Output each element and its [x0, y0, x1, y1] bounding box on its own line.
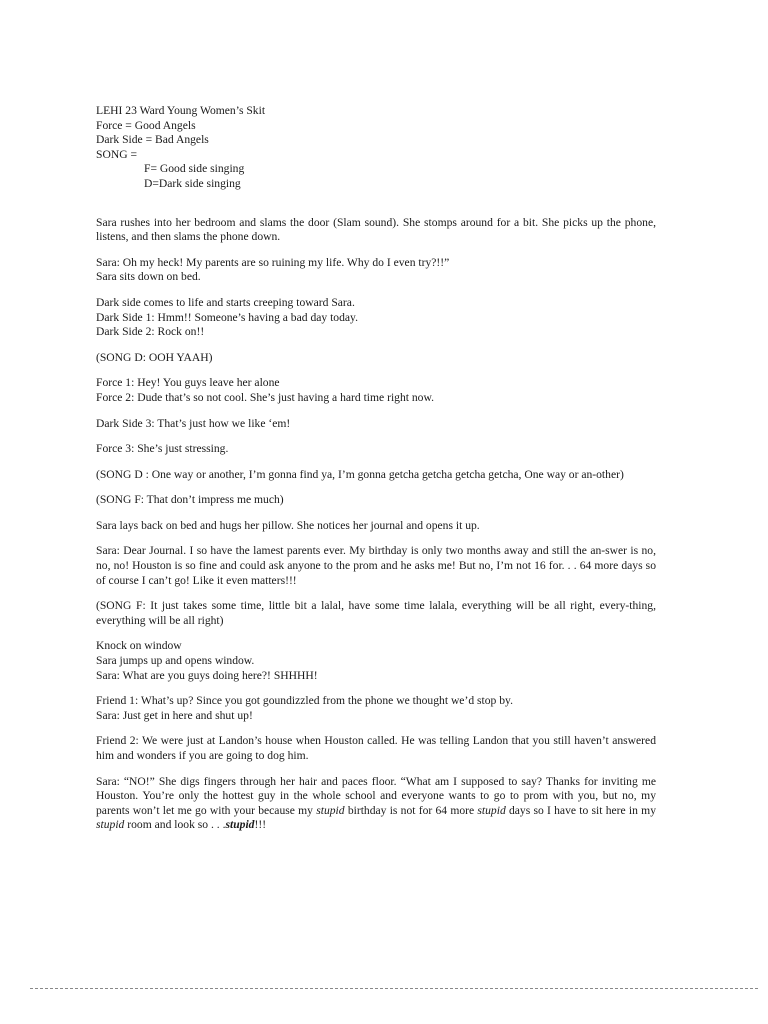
legend-song-d: D=Dark side singing [144, 176, 241, 190]
dialogue-sara-shut-up: Sara: Just get in here and shut up! [96, 708, 253, 722]
song-cue-f-2: (SONG F: It just takes some time, little bit a lalal, have some time lalala, everything will be all right, every-thing, everything will be all right) [96, 599, 656, 627]
sara-final-emphasis-1: stupid [316, 803, 345, 817]
dialogue-sara-window: Sara: What are you guys doing here?! SHHHH! [96, 668, 318, 682]
sara-final-emphasis-2: stupid [477, 803, 506, 817]
dialogue-sara-journal: Sara: Dear Journal. I so have the lamest parents ever. My birthday is only two months away and still the an-swer is no, no, no! Houston is so fine and could ask anyone to the prom and he asks me! But no, I’m not 16 for. . . 64 more days so of course I can’t go! Like it even matters!!! [96, 544, 656, 587]
sara-final-text-3: days so I have to sit here in my [505, 803, 656, 817]
stage-direction-opening: Sara rushes into her bedroom and slams the door (Slam sound). She stomps around for a bit. She picks up the phone, listens, and then slams the phone down. [96, 215, 656, 244]
song-cue-f-1: (SONG F: That don’t impress me much) [96, 493, 284, 507]
sara-final-text-5: !!! [254, 818, 267, 832]
dialogue-dark-side-3: Dark Side 3: That’s just how we like ‘em! [96, 416, 291, 430]
sara-final-text-4: room and look so . . . [124, 818, 226, 832]
dialogue-force-2: Force 2: Dude that’s so not cool. She’s just having a hard time right now. [96, 390, 434, 404]
stage-direction-journal: Sara lays back on bed and hugs her pillow. She notices her journal and opens it up. [96, 518, 480, 532]
legend-force: Force = Good Angels [96, 118, 196, 132]
dialogue-sara-1: Sara: Oh my heck! My parents are so ruining my life. Why do I even try?!!” [96, 255, 450, 269]
legend-dark-side: Dark Side = Bad Angels [96, 133, 209, 147]
stage-direction-dark-side: Dark side comes to life and starts creeping toward Sara. [96, 295, 355, 309]
song-cue-d-2: (SONG D : One way or another, I’m gonna find ya, I’m gonna getcha getcha getcha getcha, One way or an-other) [96, 467, 624, 481]
sara-final-text-1: Sara: “NO!” She digs fingers through her hair and paces floor. “What am I supposed to say? Thanks for inviting me Houston. You’re only the hottest guy in the whole school and everyone wants to go to prom with you, but no, my parents won’t let me go with your because my [96, 774, 656, 817]
stage-direction-sits: Sara sits down on bed. [96, 270, 201, 284]
legend-song: SONG = [96, 147, 138, 161]
dialogue-sara-final [96, 775, 656, 833]
skit-document [96, 104, 656, 833]
stage-direction-knock: Knock on window [96, 639, 182, 653]
stage-direction-window: Sara jumps up and opens window. [96, 654, 255, 668]
dialogue-force-1: Force 1: Hey! You guys leave her alone [96, 376, 280, 390]
dialogue-force-3: Force 3: She’s just stressing. [96, 442, 229, 456]
sara-final-emphasis-3: stupid [96, 818, 125, 832]
dialogue-dark-side-1: Dark Side 1: Hmm!! Someone’s having a bad day today. [96, 310, 358, 324]
sara-final-emphasis-4: stupid [225, 818, 255, 832]
document-title: LEHI 23 Ward Young Women’s Skit [96, 104, 266, 117]
sara-final-text-2: birthday is not for 64 more [344, 803, 478, 817]
dialogue-friend-1: Friend 1: What’s up? Since you got goundizzled from the phone we thought we’d stop by. [96, 694, 513, 708]
dialogue-friend-2: Friend 2: We were just at Landon’s house when Houston called. He was telling Landon that you still haven’t answered him and wonders if you are going to dog him. [96, 734, 656, 762]
legend-song-f: F= Good side singing [144, 162, 245, 176]
dialogue-dark-side-2: Dark Side 2: Rock on!! [96, 325, 205, 339]
song-cue-d-1: (SONG D: OOH YAAH) [96, 350, 213, 364]
page-bottom-rule [30, 988, 758, 993]
